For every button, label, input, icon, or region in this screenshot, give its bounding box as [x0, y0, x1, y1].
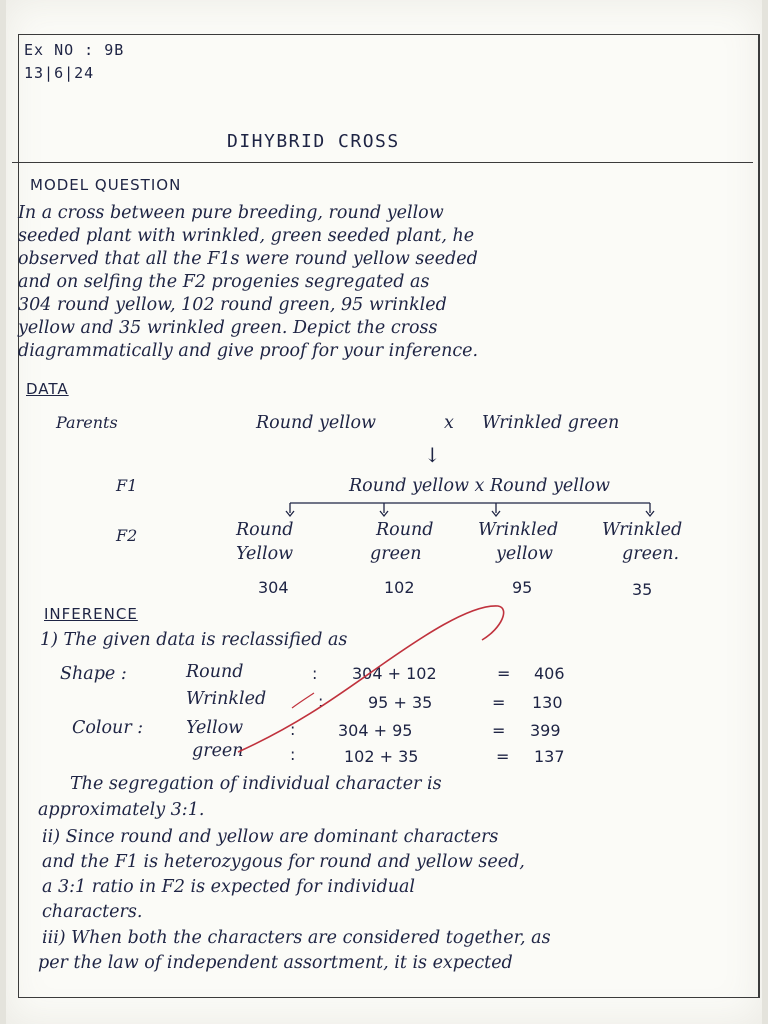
f2-progeny-4-line2: green.: [622, 544, 680, 564]
point-3-line: iii) When both the characters are considered together, as: [42, 928, 551, 948]
f2-progeny-2-line1: Round: [376, 520, 434, 540]
parent-2: Wrinkled green: [482, 413, 620, 433]
point-2-line: ii) Since round and yellow are dominant characters: [42, 827, 499, 847]
f2-progeny-3-line1: Wrinkled: [478, 520, 559, 540]
point-2-line: a 3:1 ratio in F2 is expected for individual: [42, 877, 415, 897]
cross-symbol: x: [444, 413, 454, 433]
row-colon: :: [290, 745, 296, 764]
f2-progeny-2-count: 102: [384, 578, 415, 597]
point-2-line: and the F1 is heterozygous for round and yellow seed,: [42, 852, 525, 872]
data-heading: DATA: [26, 380, 69, 398]
question-line: seeded plant with wrinkled, green seeded plant, he: [18, 226, 475, 246]
inference-point-1: 1) The given data is reclassified as: [40, 630, 348, 650]
question-line: observed that all the F1s were round yellow seeded: [18, 249, 478, 269]
model-question-heading: MODEL QUESTION: [30, 176, 182, 194]
row-expression: 304 + 95: [338, 721, 413, 740]
inference-heading: INFERENCE: [44, 605, 138, 623]
down-arrow: ↓: [424, 443, 441, 467]
question-line: yellow and 35 wrinkled green. Depict the cross: [18, 318, 438, 338]
segregation-line-1: The segregation of individual character is: [70, 774, 442, 794]
trait-wrinkled: Wrinkled: [186, 689, 267, 709]
f2-progeny-4-count: 35: [632, 580, 653, 599]
trait-round: Round: [186, 662, 244, 682]
f2-progeny-1-line2: Yellow: [236, 544, 294, 564]
row-colon: :: [290, 720, 296, 739]
f2-progeny-4-line1: Wrinkled: [602, 520, 683, 540]
colour-label: Colour :: [72, 718, 144, 738]
row-expression: 304 + 102: [352, 664, 437, 683]
row-colon: :: [318, 692, 324, 711]
f2-label: F2: [116, 526, 138, 545]
f2-progeny-1-count: 304: [258, 578, 289, 597]
shape-label: Shape :: [60, 664, 127, 684]
f1-cross: Round yellow x Round yellow: [349, 476, 610, 496]
parents-label: Parents: [56, 413, 118, 432]
row-colon: :: [312, 664, 318, 683]
exercise-date: 13|6|24: [24, 64, 95, 82]
row-total: 137: [534, 747, 565, 766]
row-equals: =: [492, 721, 506, 740]
row-total: 406: [534, 664, 565, 683]
model-question-text: [18, 203, 728, 373]
question-line: In a cross between pure breeding, round yellow: [18, 203, 444, 223]
row-total: 130: [532, 693, 563, 712]
f2-progeny-3-count: 95: [512, 578, 533, 597]
trait-green: green: [192, 741, 244, 761]
question-line: and on selfing the F2 progenies segregated as: [18, 272, 430, 292]
row-equals: =: [492, 693, 506, 712]
row-equals: =: [496, 747, 510, 766]
f2-progeny-1-line1: Round: [236, 520, 294, 540]
title-divider: [12, 162, 753, 163]
question-line: diagrammatically and give proof for your inference.: [18, 341, 479, 361]
page-title: DIHYBRID CROSS: [227, 131, 400, 152]
f1-label: F1: [116, 476, 138, 495]
parent-1: Round yellow: [256, 413, 376, 433]
question-line: 304 round yellow, 102 round green, 95 wrinkled: [18, 295, 447, 315]
row-total: 399: [530, 721, 561, 740]
row-expression: 95 + 35: [368, 693, 433, 712]
row-expression: 102 + 35: [344, 747, 419, 766]
f2-progeny-2-line2: green: [370, 544, 422, 564]
point-3-line: per the law of independent assortment, it is expected: [38, 953, 513, 973]
exercise-number: Ex NO : 9B: [24, 41, 125, 59]
trait-yellow: Yellow: [186, 718, 244, 738]
f2-progeny-3-line2: yellow: [496, 544, 553, 564]
point-2-line: characters.: [42, 902, 143, 922]
row-equals: =: [497, 664, 511, 683]
segregation-line-2: approximately 3:1.: [38, 800, 205, 820]
